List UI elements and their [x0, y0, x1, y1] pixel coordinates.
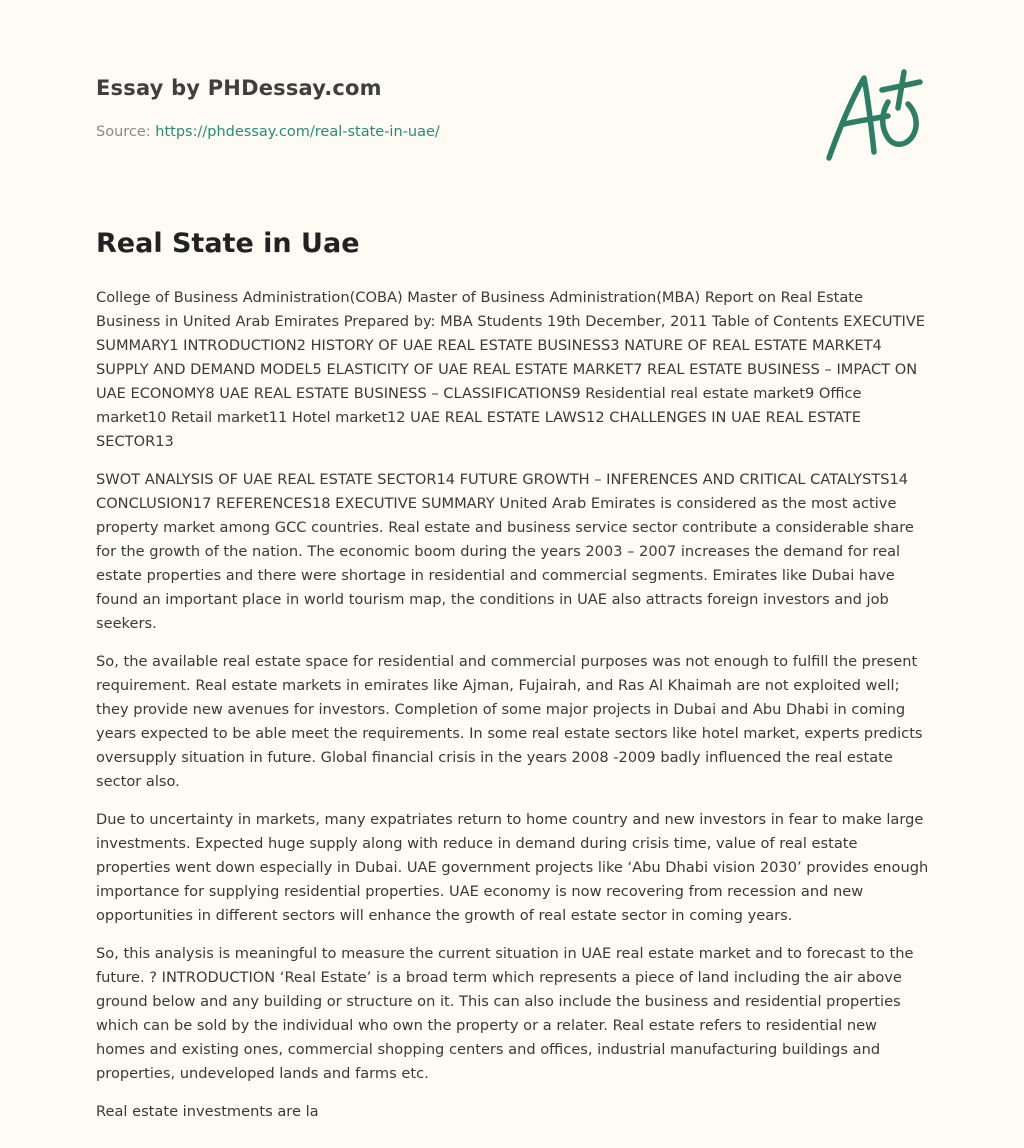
essay-paragraph-5: So, this analysis is meaningful to measure the current situation in UAE real estate market and to forecast to the future. ? INTRODUCTION ‘Real Estate’ is a broad term which represents a piece of land including the air above ground below and any building or structure on it. This can also include the business and residential properties which can be sold by the individual who own the property or a relater. Real estate refers to residential new homes and existing ones, commercial shopping centers and offices, industrial manufacturing buildings and properties, undeveloped lands and farms etc.: [96, 945, 914, 1082]
source-label: Source:: [96, 124, 156, 140]
site-title: Essay by PHDessay.com: [96, 76, 382, 100]
a-plus-logo-icon: [824, 68, 924, 164]
essay-body: [96, 286, 930, 1138]
source-line: [96, 124, 440, 140]
essay-page: [96, 0, 930, 1120]
essay-paragraph-1: College of Business Administration(COBA) Master of Business Administration(MBA) Report on Real Estate Business in United Arab Emirates Prepared by: MBA Students 19th December, 2011 Table of Contents EXECUTIVE SUMMARY1 INTRODUCTION2 HISTORY OF UAE REAL ESTATE BUSINESS3 NATURE OF REAL ESTATE MARKET4 SUPPLY AND DEMAND MODEL5 ELASTICITY OF UAE REAL ESTATE MARKET7 REAL ESTATE BUSINESS – IMPACT ON UAE ECONOMY8 UAE REAL ESTATE BUSINESS – CLASSIFICATIONS9 Residential real estate market9 Office market10 Retail market11 Hotel market12 UAE REAL ESTATE LAWS12 CHALLENGES IN UAE REAL ESTATE SECTOR13: [96, 289, 926, 450]
essay-paragraph-6: Real estate investments are la: [96, 1103, 319, 1120]
essay-paragraph-4: Due to uncertainty in markets, many expatriates return to home country and new investors in fear to make large investments. Expected huge supply along with reduce in demand during crisis time, value of real estate properties went down especially in Dubai. UAE government projects like ‘Abu Dhabi vision 2030’ provides enough importance for supplying residential properties. UAE economy is now recovering from recession and new opportunities in different sectors will enhance the growth of real estate sector in coming years.: [96, 811, 929, 924]
source-link[interactable]: https://phdessay.com/real-state-in-uae/: [155, 124, 440, 140]
page-header: [96, 0, 930, 200]
essay-paragraph-3: So, the available real estate space for residential and commercial purposes was not enough to fulfill the present requirement. Real estate markets in emirates like Ajman, Fujairah, and Ras Al Khaimah are not exploited well; they provide new avenues for investors. Completion of some major projects in Dubai and Abu Dhabi in coming years expected to be able meet the requirements. In some real estate sectors like hotel market, experts predicts oversupply situation in future. Global financial crisis in the years 2008 -2009 badly influenced the real estate sector also.: [96, 653, 923, 790]
essay-paragraph-2: SWOT ANALYSIS OF UAE REAL ESTATE SECTOR14 FUTURE GROWTH – INFERENCES AND CRITICAL CATALYSTS14 CONCLUSION17 REFERENCES18 EXECUTIVE SUMMARY United Arab Emirates is considered as the most active property market among GCC countries. Real estate and business service sector contribute a considerable share for the growth of the nation. The economic boom during the years 2003 – 2007 increases the demand for real estate properties and there were shortage in residential and commercial segments. Emirates like Dubai have found an important place in world tourism map, the conditions in UAE also attracts foreign investors and job seekers.: [96, 471, 914, 632]
essay-title: Real State in Uae: [96, 228, 360, 259]
